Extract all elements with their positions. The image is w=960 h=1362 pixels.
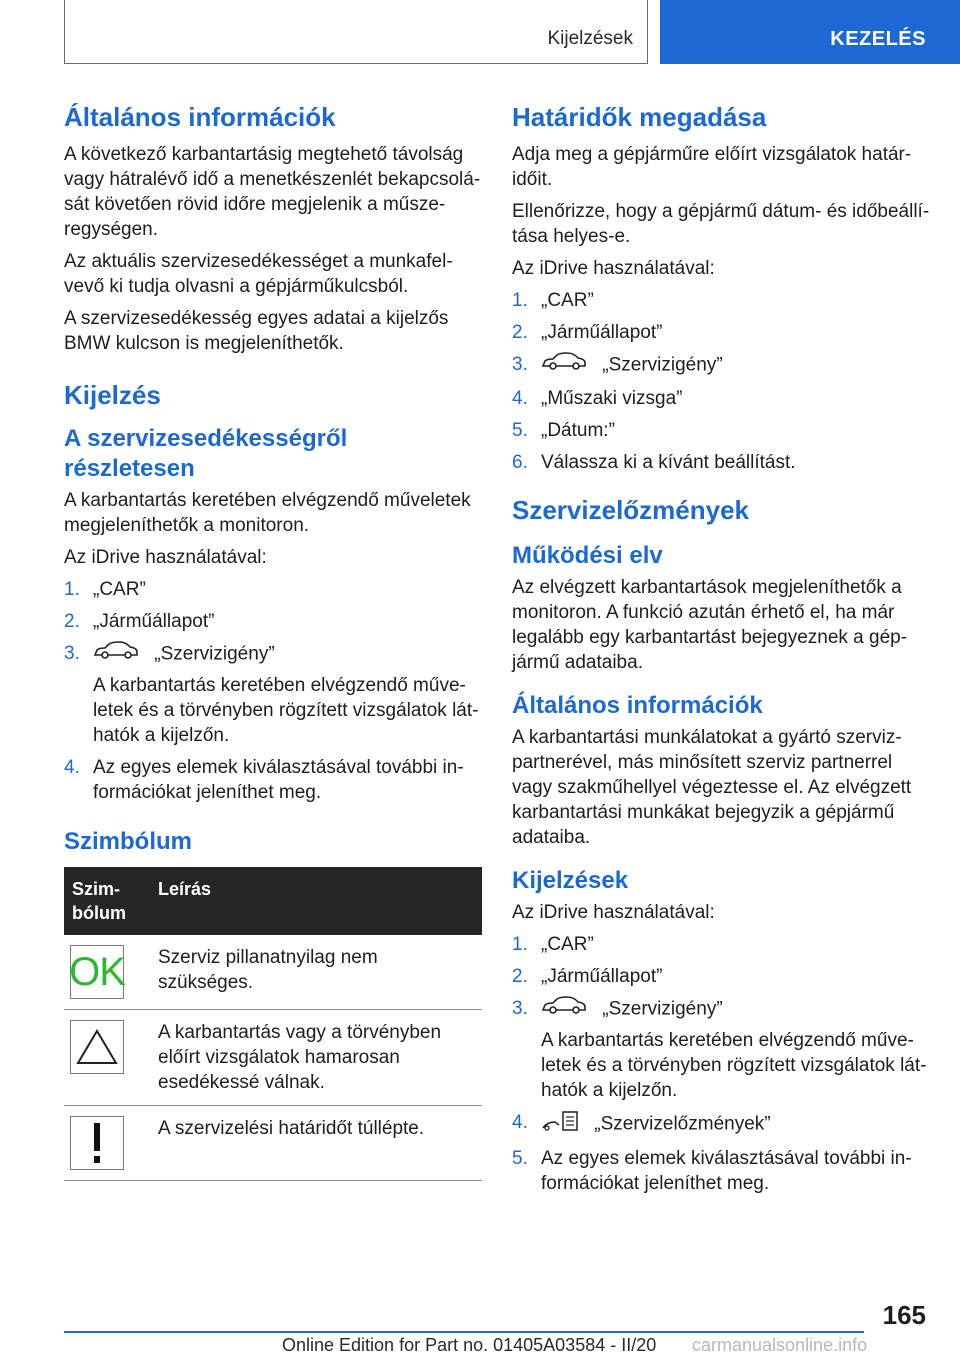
- table-cell-description: A karbantartás vagy a törvényben előírt vizsgálatok hamarosan esedékessé válnak.: [150, 1010, 482, 1106]
- header-chapter-label: KEZELÉS: [830, 28, 926, 50]
- step-text: Az egyes elemek kiválasztásával további információkat jeleníthet meg.: [93, 757, 464, 803]
- table-header-symbol: Szimbólum: [64, 867, 150, 935]
- table-header-row: [64, 867, 482, 935]
- heading-operating-principle: Működési elv: [512, 542, 663, 569]
- step-item: [64, 609, 482, 634]
- paragraph: Az elvégzett karbantartások megjeleníthetők a monitoron. A funkció azután érhető el, ha már legalább egy karbantartást bejegyeznek a gépjármű adataiba.: [512, 577, 908, 673]
- step-text: „Műszaki vizsga”: [541, 388, 683, 409]
- heading-set-deadlines: Határidők megadása: [512, 102, 767, 132]
- step-number: 5.: [512, 420, 528, 441]
- paragraph: Adja meg a gépjárműre előírt vizsgálatok határidőit.: [512, 144, 912, 190]
- step-number: 6.: [512, 452, 528, 473]
- step-text: „Szervizelőzmények”: [594, 1113, 771, 1135]
- heading-display: Kijelzés: [64, 380, 161, 410]
- step-subtext: A karbantartás keretében elvégzendő műveletek és a törvényben rögzített vizsgálatok láthatók a kijelzőn.: [541, 1030, 927, 1101]
- step-item: [512, 352, 932, 379]
- paragraph: A következő karbantartásig megtehető távolság vagy hátralévő idő a menetkészenlét bekapcsolását követően rövid időre megjelenik a műszeregységen.: [64, 144, 481, 240]
- car-icon: [541, 352, 587, 379]
- step-text: „CAR”: [93, 579, 146, 600]
- step-number: 2.: [512, 322, 528, 343]
- step-number: 4.: [64, 757, 80, 778]
- car-icon: [541, 996, 587, 1023]
- car-icon: [93, 641, 139, 668]
- table-row: [64, 1106, 482, 1181]
- heading-service-history: Szervizelőzmények: [512, 495, 750, 525]
- step-item: [512, 418, 932, 443]
- paragraph: A szervizesedékesség egyes adatai a kijelzős BMW kulcson is megjeleníthetők.: [64, 308, 449, 354]
- heading-general-info: Általános információk: [64, 102, 336, 132]
- step-list: [512, 288, 932, 475]
- header-section-title: Kijelzések: [547, 28, 633, 49]
- step-list: [512, 932, 932, 1196]
- step-item: [512, 1110, 932, 1139]
- step-number: 3.: [64, 643, 80, 664]
- step-number: 4.: [512, 388, 528, 409]
- step-item: [512, 932, 932, 957]
- footer-watermark[interactable]: carmanualsonline.info: [692, 1335, 868, 1355]
- service-history-icon: [541, 1110, 579, 1139]
- heading-general-info-2: Általános információk: [512, 692, 763, 719]
- paragraph: Az iDrive használatával:: [512, 902, 715, 923]
- right-column: [512, 100, 932, 1206]
- step-item: [512, 1146, 932, 1196]
- exclamation-icon: [70, 1116, 124, 1170]
- left-column: [64, 100, 482, 1181]
- step-item: [64, 577, 482, 602]
- step-item: [512, 964, 932, 989]
- table-cell-description: A szervizelési határidőt túllépte.: [150, 1106, 482, 1181]
- step-text: Válassza ki a kívánt beállítást.: [541, 452, 796, 473]
- step-item: [512, 288, 932, 313]
- step-number: 3.: [512, 998, 528, 1019]
- paragraph: Az iDrive használatával:: [64, 547, 267, 568]
- step-text: „Járműállapot”: [93, 611, 215, 632]
- step-text: „Szervizigény”: [154, 643, 275, 665]
- step-text: „Járműállapot”: [541, 966, 663, 987]
- step-item: [512, 320, 932, 345]
- step-text: „CAR”: [541, 290, 594, 311]
- step-item: [512, 386, 932, 411]
- footer-edition: Online Edition for Part no. 01405A03584 - II/20: [282, 1335, 657, 1355]
- page-number: 165: [882, 1300, 926, 1330]
- step-subtext: A karbantartás keretében elvégzendő műveletek és a törvényben rögzített vizsgálatok láthatók a kijelzőn.: [93, 675, 479, 746]
- header-chapter-tab[interactable]: [660, 0, 960, 64]
- symbol-table: [64, 867, 482, 1181]
- header-section-box: [64, 0, 648, 64]
- step-number: 5.: [512, 1148, 528, 1169]
- table-cell-description: Szerviz pillanatnyilag nem szükséges.: [150, 935, 482, 1010]
- step-item: [512, 450, 932, 475]
- step-number: 4.: [512, 1112, 528, 1133]
- footer-divider: [64, 1331, 864, 1333]
- table-row: [64, 1010, 482, 1106]
- step-text: „Szervizigény”: [602, 354, 723, 376]
- step-number: 3.: [512, 354, 528, 375]
- paragraph: A karbantartási munkálatokat a gyártó szervizpartnerével, más minősített szerviz partnerrel vagy szakműhellyel végeztesse el. Az elvégzett karbantartási munkákat bejegyzik a gépjármű adataiba.: [512, 727, 912, 848]
- step-text: Az egyes elemek kiválasztásával további információkat jeleníthet meg.: [541, 1148, 912, 1194]
- heading-displays: Kijelzések: [512, 867, 629, 894]
- step-text: „Dátum:”: [541, 420, 615, 441]
- heading-symbol: Szimbólum: [64, 828, 193, 855]
- paragraph: Az aktuális szervizesedékességet a munkafelvevő ki tudja olvasni a gépjárműkulcsból.: [64, 251, 453, 297]
- table-header-description: Leírás: [150, 867, 482, 935]
- heading-service-details: A szervizesedékességről részletesen: [64, 425, 348, 482]
- step-text: „CAR”: [541, 934, 594, 955]
- step-number: 2.: [64, 611, 80, 632]
- table-row: [64, 935, 482, 1010]
- paragraph: A karbantartás keretében elvégzendő műveletek megjeleníthetők a monitoron.: [64, 490, 471, 536]
- step-list: [64, 577, 482, 805]
- step-number: 1.: [512, 290, 528, 311]
- step-item: [64, 641, 482, 748]
- step-number: 1.: [64, 579, 80, 600]
- step-number: 1.: [512, 934, 528, 955]
- paragraph: Az iDrive használatával:: [512, 258, 715, 279]
- ok-icon-label: OK: [69, 949, 125, 994]
- step-item: [512, 996, 932, 1103]
- step-text: „Szervizigény”: [602, 998, 723, 1020]
- step-text: „Járműállapot”: [541, 322, 663, 343]
- ok-icon: [70, 945, 124, 999]
- warning-triangle-icon: [70, 1020, 124, 1074]
- step-item: [64, 755, 482, 805]
- step-number: 2.: [512, 966, 528, 987]
- paragraph: Ellenőrizze, hogy a gépjármű dátum- és időbeállítása helyes-e.: [512, 201, 930, 247]
